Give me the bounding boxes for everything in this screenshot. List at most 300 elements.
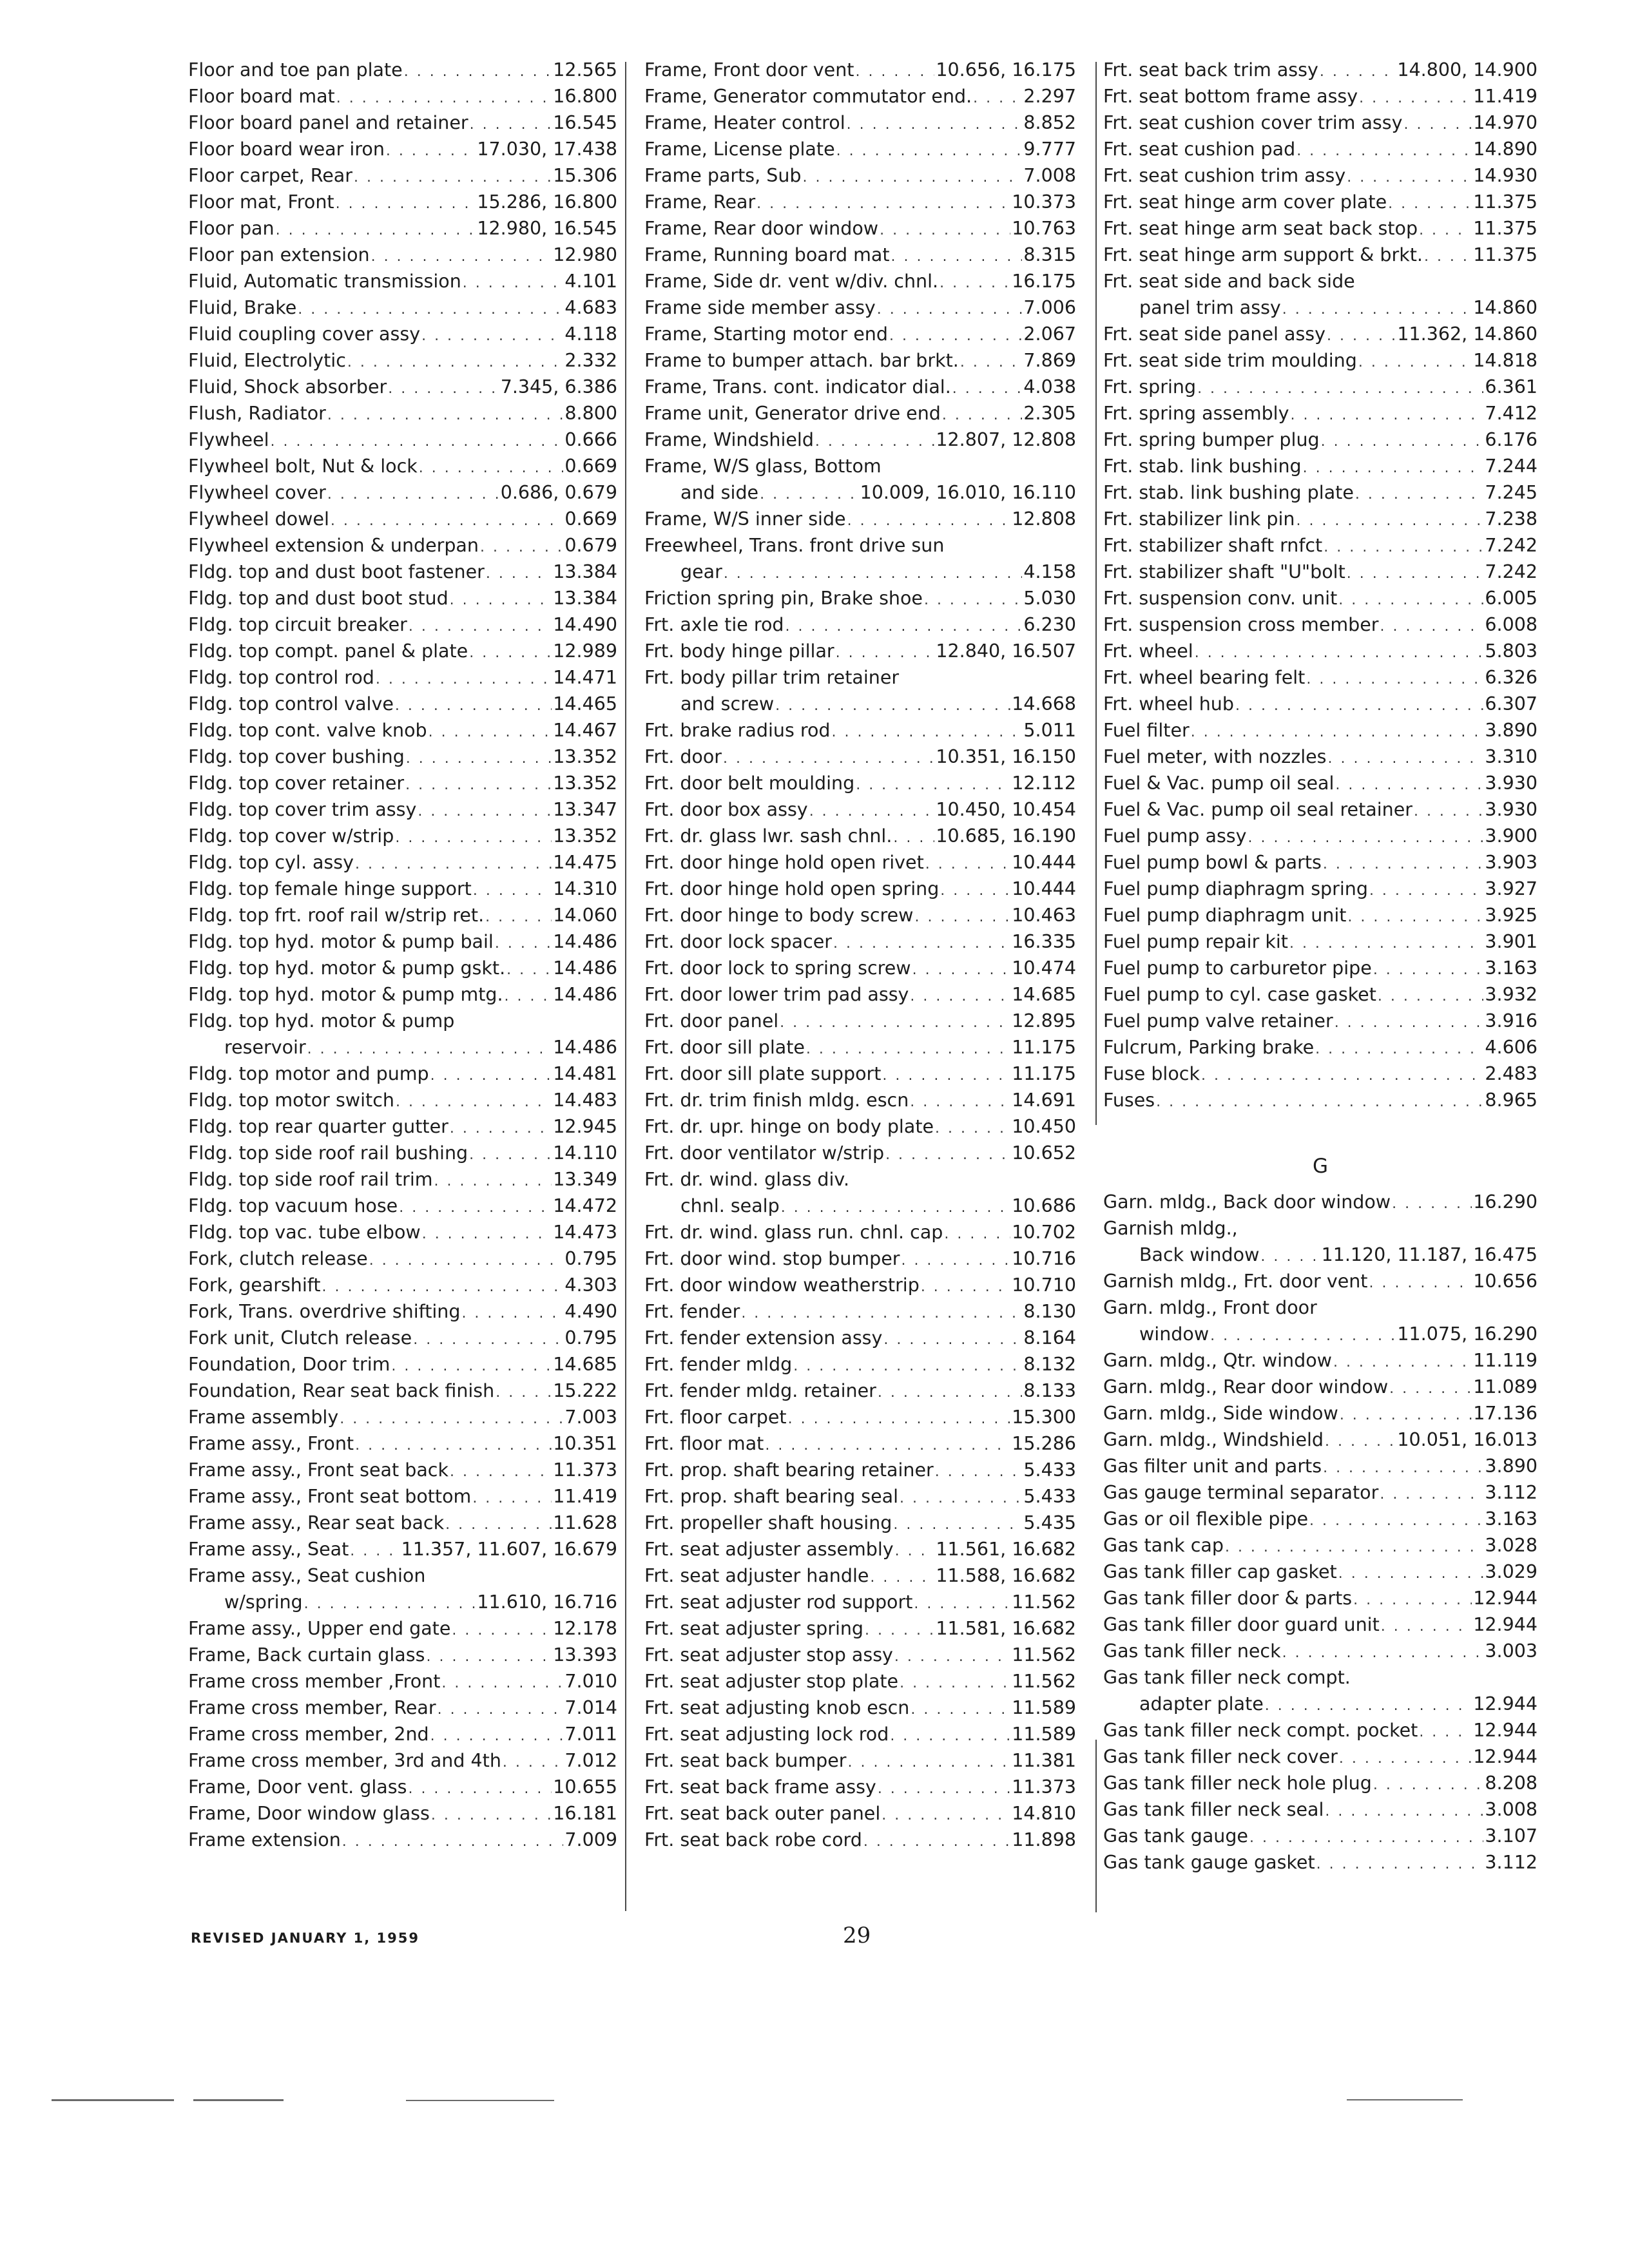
entry-reference-number: 11.589 xyxy=(1012,1724,1076,1745)
dot-leader xyxy=(893,825,934,851)
dot-leader xyxy=(1392,1191,1472,1217)
entry-reference-number: 7.242 xyxy=(1485,561,1537,582)
index-entry-continuation xyxy=(1103,1321,1537,1347)
entry-reference-number: 10.656 xyxy=(1473,1271,1537,1292)
dot-leader xyxy=(1309,1508,1483,1534)
entry-reference-number: 16.335 xyxy=(1012,931,1076,952)
dot-leader xyxy=(921,1274,1010,1300)
entry-reference-number: 11.175 xyxy=(1012,1063,1076,1084)
index-entry xyxy=(644,268,1076,294)
index-entry xyxy=(188,823,617,849)
entry-reference-number: 3.932 xyxy=(1485,984,1537,1005)
entry-name: Flush, Radiator xyxy=(188,403,326,424)
index-entry xyxy=(188,559,617,585)
dot-leader xyxy=(935,1115,1010,1142)
entry-name: Fldg. top hyd. motor & pump xyxy=(188,1010,455,1032)
entry-name: Fldg. top vacuum hose xyxy=(188,1195,398,1216)
entry-name: Frt. wheel hub xyxy=(1103,693,1234,715)
entry-reference-number: 16.800 xyxy=(553,86,617,107)
entry-reference-number: 11.375 xyxy=(1473,244,1537,265)
index-entry xyxy=(644,1034,1076,1061)
entry-reference-number: 2.297 xyxy=(1023,86,1076,107)
entry-name: Gas tank gauge xyxy=(1103,1825,1248,1847)
dot-leader xyxy=(780,1010,1010,1036)
index-entry xyxy=(644,981,1076,1008)
index-entry xyxy=(188,506,617,532)
index-entry-continuation xyxy=(644,691,1076,717)
entry-reference-number: 0.795 xyxy=(564,1248,617,1269)
index-entry xyxy=(188,1087,617,1113)
index-column-2 xyxy=(644,57,1076,1853)
index-entry xyxy=(188,611,617,638)
index-entry xyxy=(644,928,1076,955)
entry-reference-number: 11.375 xyxy=(1473,191,1537,213)
index-entry xyxy=(1103,162,1537,189)
entry-name: Fldg. top control rod xyxy=(188,667,374,688)
entry-reference-number: 11.581, 16.682 xyxy=(936,1618,1076,1639)
index-entry xyxy=(188,585,617,611)
entry-reference-number: 4.490 xyxy=(564,1301,617,1322)
entry-name: Frame assy., Front seat bottom xyxy=(188,1486,472,1507)
entry-reference-number: 5.435 xyxy=(1023,1512,1076,1533)
entry-name: Frt. stab. link bushing xyxy=(1103,456,1302,477)
dot-leader xyxy=(1327,323,1396,349)
dot-leader xyxy=(450,1459,552,1485)
dot-leader xyxy=(336,85,552,111)
dot-leader xyxy=(413,1327,563,1353)
entry-name: Frame, Windshield xyxy=(644,429,814,450)
entry-name: Frt. body pillar trim retainer xyxy=(644,667,900,688)
dot-leader xyxy=(430,1723,564,1749)
index-entry xyxy=(188,136,617,162)
entry-name: Frt. seat side panel assy xyxy=(1103,323,1326,345)
index-entry xyxy=(644,902,1076,928)
dot-leader xyxy=(386,138,476,164)
index-entry xyxy=(644,1483,1076,1510)
index-entry xyxy=(188,717,617,744)
dot-leader xyxy=(1388,191,1472,217)
entry-name: Gas or oil flexible pipe xyxy=(1103,1508,1309,1530)
entry-name: Frt. door belt moulding xyxy=(644,773,855,794)
entry-reference-number: 8.133 xyxy=(1023,1380,1076,1401)
entry-name: Frt. door wind. stop bumper xyxy=(644,1248,900,1269)
index-entry xyxy=(644,1589,1076,1615)
entry-name: Frt. propeller shaft housing xyxy=(644,1512,892,1533)
index-entry xyxy=(644,1140,1076,1166)
entry-name: Fldg. top rear quarter gutter xyxy=(188,1116,448,1137)
index-entry xyxy=(644,83,1076,110)
index-entry xyxy=(644,1536,1076,1562)
entry-name: Gas tank filler cap gasket xyxy=(1103,1561,1337,1582)
entry-reference-number: 6.326 xyxy=(1485,667,1537,688)
entry-reference-number: 14.818 xyxy=(1473,350,1537,371)
entry-reference-number: 16.290 xyxy=(1473,1191,1537,1213)
entry-name: Frt. door panel xyxy=(644,1010,779,1032)
index-entry xyxy=(1103,1008,1537,1034)
entry-reference-number: 15.222 xyxy=(553,1380,617,1401)
index-entry xyxy=(188,532,617,559)
entry-reference-number: 3.008 xyxy=(1485,1799,1537,1820)
entry-name: Frt. seat hinge arm support & brkt. xyxy=(1103,244,1423,265)
dot-leader xyxy=(431,1802,552,1829)
entry-name: Frt. seat side trim moulding xyxy=(1103,350,1357,371)
entry-reference-number: 3.901 xyxy=(1485,931,1537,952)
entry-name: Gas tank filler neck cover xyxy=(1103,1746,1338,1767)
entry-name: Fldg. top cover bushing xyxy=(188,746,405,767)
dot-leader xyxy=(1191,719,1484,745)
index-entry xyxy=(188,83,617,110)
dot-leader xyxy=(1347,164,1472,191)
index-entry xyxy=(188,1562,617,1589)
entry-reference-number: 10.716 xyxy=(1012,1248,1076,1269)
entry-name: Frt. seat hinge arm cover plate xyxy=(1103,191,1387,213)
entry-name: gear xyxy=(680,561,722,582)
index-entry xyxy=(1103,1506,1537,1532)
entry-name: Frame assy., Seat xyxy=(188,1539,349,1560)
index-entry xyxy=(644,506,1076,532)
index-entry xyxy=(188,664,617,691)
dot-leader xyxy=(724,561,1023,587)
dot-leader xyxy=(452,1617,552,1644)
entry-reference-number: 8.130 xyxy=(1023,1301,1076,1322)
entry-reference-number: 7.238 xyxy=(1485,508,1537,530)
entry-name: Frt. seat adjuster handle xyxy=(644,1565,869,1586)
dot-leader xyxy=(815,428,935,455)
dot-leader xyxy=(1378,983,1484,1010)
dot-leader xyxy=(1369,1270,1472,1296)
entry-reference-number: 14.481 xyxy=(553,1063,617,1084)
dot-leader xyxy=(893,1512,1022,1538)
entry-reference-number: 10.351 xyxy=(553,1433,617,1454)
index-entry xyxy=(188,268,617,294)
dot-leader xyxy=(847,1749,1010,1776)
index-entry xyxy=(188,294,617,321)
index-entry xyxy=(1103,876,1537,902)
index-entry-continuation xyxy=(1103,1242,1537,1268)
index-entry-continuation xyxy=(644,479,1076,506)
index-entry xyxy=(188,242,617,268)
entry-reference-number: 10.702 xyxy=(1012,1222,1076,1243)
entry-reference-number: 11.589 xyxy=(1012,1697,1076,1718)
index-entry xyxy=(1103,928,1537,955)
entry-name: Frt. axle tie rod xyxy=(644,614,784,635)
dot-leader xyxy=(1324,534,1483,561)
index-entry-continuation xyxy=(1103,294,1537,321)
entry-name: Frt. dr. trim finish mldg. escn xyxy=(644,1090,909,1111)
entry-reference-number: 9.777 xyxy=(1023,139,1076,160)
dot-leader xyxy=(870,1564,934,1591)
dot-leader xyxy=(1282,296,1472,323)
entry-reference-number: 13.352 xyxy=(553,746,617,767)
dot-leader xyxy=(1296,138,1472,164)
index-entry xyxy=(644,770,1076,796)
index-entry xyxy=(188,1695,617,1721)
entry-name: Frt. body hinge pillar xyxy=(644,640,834,662)
entry-reference-number: 10.685, 16.190 xyxy=(936,825,1076,847)
dot-leader xyxy=(1355,481,1484,508)
entry-name: Fldg. top motor and pump xyxy=(188,1063,429,1084)
entry-name: Frt. seat adjuster stop plate xyxy=(644,1671,899,1692)
entry-name: Fork, gearshift xyxy=(188,1274,321,1296)
entry-name: Frt. fender mldg. retainer xyxy=(644,1380,876,1401)
entry-name: Frt. wheel xyxy=(1103,640,1193,662)
dot-leader xyxy=(1296,508,1483,534)
entry-reference-number: 14.486 xyxy=(553,984,617,1005)
dot-leader xyxy=(935,1459,1023,1485)
entry-name: Garn. mldg., Back door window xyxy=(1103,1191,1391,1213)
entry-name: Frt. seat cushion pad xyxy=(1103,139,1296,160)
dot-leader xyxy=(1156,1089,1483,1115)
dot-leader xyxy=(885,1142,1010,1168)
entry-name: Gas gauge terminal separator xyxy=(1103,1482,1379,1503)
entry-name: Gas tank filler door & parts xyxy=(1103,1588,1353,1609)
entry-name: Flywheel extension & underpan xyxy=(188,535,479,556)
dot-leader xyxy=(271,428,564,455)
index-entry xyxy=(1103,427,1537,453)
entry-name: Fldg. top vac. tube elbow xyxy=(188,1222,421,1243)
dot-leader xyxy=(469,1142,552,1168)
dot-leader xyxy=(405,772,552,798)
index-entry xyxy=(188,744,617,770)
dot-leader xyxy=(406,745,552,772)
index-entry xyxy=(188,453,617,479)
entry-reference-number: 16.181 xyxy=(553,1803,617,1824)
entry-name: Frt. fender mldg xyxy=(644,1354,793,1375)
entry-name: Frt. fender extension assy xyxy=(644,1327,883,1349)
entry-name: Frt. stabilizer shaft "U"bolt xyxy=(1103,561,1345,582)
entry-name: Frame cross member ,Front xyxy=(188,1671,441,1692)
dot-leader xyxy=(276,217,476,244)
dot-leader xyxy=(760,481,859,508)
entry-reference-number: 13.352 xyxy=(553,825,617,847)
index-entry xyxy=(1103,955,1537,981)
entry-name: Frt. spring xyxy=(1103,376,1197,398)
dot-leader xyxy=(901,1247,1010,1274)
entry-reference-number: 10.652 xyxy=(1012,1142,1076,1164)
entry-name: Floor pan xyxy=(188,218,275,239)
entry-name: Frt. prop. shaft bearing retainer xyxy=(644,1459,934,1481)
entry-reference-number: 11.362, 14.860 xyxy=(1397,323,1537,345)
entry-reference-number: 12.980 xyxy=(553,244,617,265)
index-column-1 xyxy=(188,57,617,1853)
index-entry xyxy=(188,400,617,427)
entry-reference-number: 13.349 xyxy=(553,1169,617,1190)
dot-leader xyxy=(836,640,935,666)
entry-reference-number: 3.890 xyxy=(1485,1456,1537,1477)
scan-mark xyxy=(52,2099,174,2101)
entry-reference-number: 12.807, 12.808 xyxy=(936,429,1076,450)
dot-leader xyxy=(399,1195,552,1221)
entry-reference-number: 11.373 xyxy=(1012,1776,1076,1798)
dot-leader xyxy=(960,349,1023,376)
dot-leader xyxy=(952,376,1023,402)
entry-reference-number: 14.110 xyxy=(553,1142,617,1164)
entry-name: and side xyxy=(680,482,759,503)
index-entry xyxy=(644,585,1076,611)
entry-reference-number: 11.562 xyxy=(1012,1591,1076,1613)
entry-name: Floor mat, Front xyxy=(188,191,334,213)
index-entry xyxy=(644,110,1076,136)
index-entry xyxy=(188,1536,617,1562)
dot-leader xyxy=(1340,1402,1472,1428)
entry-name: Frt. spring assembly xyxy=(1103,403,1289,424)
entry-reference-number: 11.119 xyxy=(1473,1350,1537,1371)
entry-reference-number: 7.242 xyxy=(1485,535,1537,556)
entry-reference-number: 10.351, 16.150 xyxy=(936,746,1076,767)
entry-reference-number: 13.393 xyxy=(553,1644,617,1666)
column-divider xyxy=(1095,62,1097,1125)
entry-name: Garnish mldg., Frt. door vent xyxy=(1103,1271,1368,1292)
entry-reference-number: 2.483 xyxy=(1485,1063,1537,1084)
entry-name: Frame, Rear xyxy=(644,191,756,213)
entry-name: Frame, W/S glass, Bottom xyxy=(644,456,882,477)
dot-leader xyxy=(900,1485,1022,1512)
entry-reference-number: 11.628 xyxy=(553,1512,617,1533)
dot-leader xyxy=(350,1538,400,1564)
dot-leader xyxy=(785,613,1022,640)
entry-reference-number: 8.164 xyxy=(1023,1327,1076,1349)
entry-reference-number: 14.465 xyxy=(553,693,617,715)
index-entry xyxy=(188,1166,617,1193)
dot-leader xyxy=(342,1829,564,1855)
entry-reference-number: 7.412 xyxy=(1485,403,1537,424)
dot-leader xyxy=(831,719,1022,745)
entry-name: Fuel & Vac. pump oil seal retainer xyxy=(1103,799,1412,820)
entry-reference-number: 4.683 xyxy=(564,297,617,318)
dot-leader xyxy=(1380,613,1483,640)
entry-name: Frt. door hinge to body screw xyxy=(644,905,914,926)
entry-reference-number: 14.810 xyxy=(1012,1803,1076,1824)
index-entry xyxy=(1103,189,1537,215)
index-entry xyxy=(188,770,617,796)
index-entry xyxy=(188,796,617,823)
entry-name: Floor board mat xyxy=(188,86,335,107)
dot-leader xyxy=(505,983,552,1010)
index-entry xyxy=(1103,506,1537,532)
index-entry xyxy=(1103,268,1537,294)
dot-leader xyxy=(331,508,564,534)
index-entry xyxy=(188,1510,617,1536)
dot-leader xyxy=(1265,1693,1472,1719)
index-entry xyxy=(188,162,617,189)
entry-name: Frame, Generator commutator end. xyxy=(644,86,972,107)
entry-name: Frame assy., Upper end gate xyxy=(188,1618,451,1639)
entry-reference-number: 0.669 xyxy=(564,456,617,477)
dot-leader xyxy=(856,772,1010,798)
dot-leader xyxy=(1338,1561,1484,1587)
index-entry xyxy=(188,955,617,981)
dot-leader xyxy=(1347,561,1484,587)
entry-name: Floor board wear iron xyxy=(188,139,385,160)
column-divider xyxy=(625,62,626,1911)
entry-name: Frt. seat back trim assy xyxy=(1103,59,1318,81)
dot-leader xyxy=(327,481,499,508)
index-entry xyxy=(644,374,1076,400)
index-entry xyxy=(188,1140,617,1166)
entry-reference-number: 3.107 xyxy=(1485,1825,1537,1847)
entry-name: Frt. seat adjuster rod support xyxy=(644,1591,913,1613)
index-entry-continuation xyxy=(188,1589,617,1615)
index-entry xyxy=(644,1378,1076,1404)
dot-leader xyxy=(1414,798,1483,825)
entry-name: Floor pan extension xyxy=(188,244,370,265)
index-entry xyxy=(644,1747,1076,1774)
page-number: 29 xyxy=(843,1923,871,1948)
entry-name: Fork, Trans. overdrive shifting xyxy=(188,1301,461,1322)
dot-leader xyxy=(480,534,563,561)
entry-reference-number: 16.545 xyxy=(553,112,617,133)
entry-name: Frt. suspension conv. unit xyxy=(1103,588,1338,609)
dot-leader xyxy=(1335,772,1483,798)
entry-reference-number: 3.903 xyxy=(1485,852,1537,873)
entry-reference-number: 6.008 xyxy=(1485,614,1537,635)
entry-reference-number: 14.490 xyxy=(553,614,617,635)
entry-reference-number: 3.927 xyxy=(1485,878,1537,899)
entry-name: Frt. door xyxy=(644,746,722,767)
index-entry xyxy=(644,1325,1076,1351)
index-entry xyxy=(188,902,617,928)
entry-reference-number: 7.011 xyxy=(564,1724,617,1745)
dot-leader xyxy=(1359,85,1472,111)
dot-leader xyxy=(1419,1719,1472,1745)
dot-leader xyxy=(910,983,1010,1010)
entry-reference-number: 5.030 xyxy=(1023,588,1076,609)
entry-name: Fldg. top frt. roof rail w/strip ret. xyxy=(188,905,485,926)
dot-leader xyxy=(450,1115,552,1142)
dot-leader xyxy=(865,1617,934,1644)
index-entry xyxy=(644,1774,1076,1800)
dot-leader xyxy=(1424,244,1472,270)
dot-leader xyxy=(441,1670,563,1696)
entry-name: Fuel filter xyxy=(1103,720,1190,741)
entry-reference-number: 8.315 xyxy=(1023,244,1076,265)
entry-name: Frt. seat back frame assy xyxy=(644,1776,876,1798)
entry-name: panel trim assy xyxy=(1139,297,1281,318)
entry-reference-number: 3.930 xyxy=(1485,773,1537,794)
entry-reference-number: 3.112 xyxy=(1485,1482,1537,1503)
index-entry xyxy=(188,1430,617,1457)
dot-leader xyxy=(430,1062,552,1089)
dot-leader xyxy=(1289,930,1483,957)
entry-reference-number: 14.486 xyxy=(553,957,617,979)
entry-reference-number: 7.006 xyxy=(1023,297,1076,318)
entry-name: Frt. seat hinge arm seat back stop xyxy=(1103,218,1418,239)
index-entry xyxy=(1103,1585,1537,1611)
entry-reference-number: 11.373 xyxy=(553,1459,617,1481)
index-entry xyxy=(188,1642,617,1668)
index-entry xyxy=(188,215,617,242)
entry-name: Fluid, Electrolytic xyxy=(188,350,346,371)
entry-name: Frt. seat adjuster assembly xyxy=(644,1539,894,1560)
entry-name: Frame cross member, Rear xyxy=(188,1697,436,1718)
index-entry xyxy=(1103,1638,1537,1664)
index-entry xyxy=(644,1219,1076,1245)
entry-name: Frt. dr. upr. hinge on body plate xyxy=(644,1116,934,1137)
entry-reference-number: 15.286, 16.800 xyxy=(477,191,617,213)
index-entry xyxy=(188,1747,617,1774)
dot-leader xyxy=(438,1696,564,1723)
index-entry xyxy=(1103,717,1537,744)
index-entry xyxy=(1103,400,1537,427)
index-entry xyxy=(1103,1087,1537,1113)
entry-reference-number: 7.003 xyxy=(564,1407,617,1428)
dot-leader xyxy=(470,111,552,138)
entry-reference-number: 3.163 xyxy=(1485,1508,1537,1530)
index-entry xyxy=(644,1800,1076,1827)
dot-leader xyxy=(469,640,552,666)
entry-reference-number: 14.860 xyxy=(1473,297,1537,318)
dot-leader xyxy=(486,561,552,587)
